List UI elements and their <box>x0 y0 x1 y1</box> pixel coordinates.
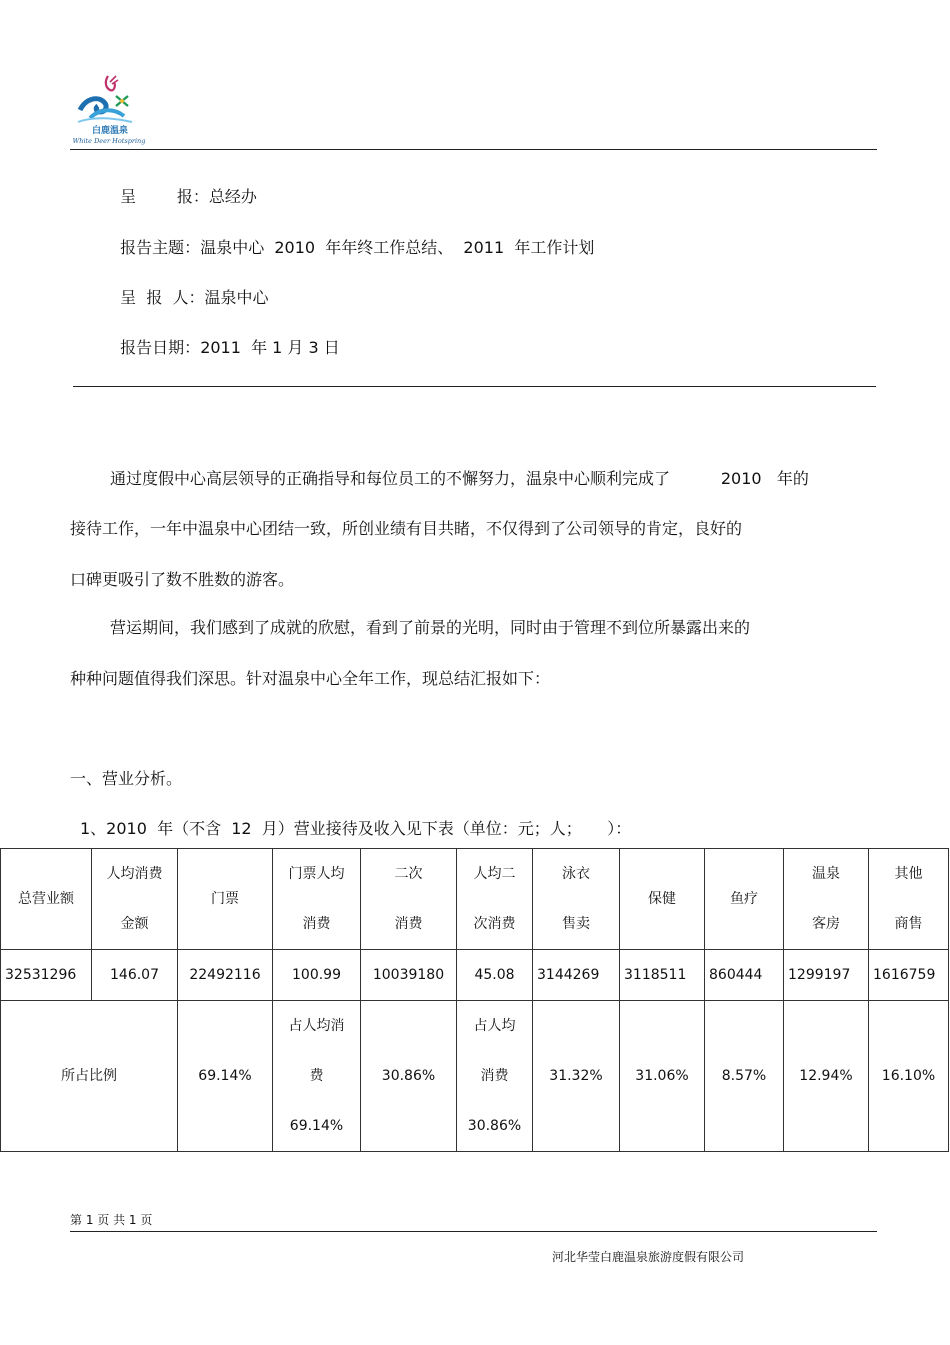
ratio-health: 31.06% <box>620 1001 705 1152</box>
ratio-swimwear: 31.32% <box>533 1001 620 1152</box>
recipient-label: 呈 报： <box>120 187 209 206</box>
header-secondary-spend: 二次 消费 <box>361 849 457 950</box>
sender-value: 温泉中心 <box>204 288 269 307</box>
value-avg-spend: 146.07 <box>92 950 178 1001</box>
header-ticket-per-person: 门票人均 消费 <box>273 849 361 950</box>
logo-name: 白鹿温泉 <box>91 126 128 136</box>
logo-deer-wave-icon <box>70 72 146 128</box>
table-ratio-row <box>1 1001 949 1152</box>
value-rooms: 1299197 <box>784 950 869 1001</box>
date-row <box>110 316 340 358</box>
value-fish-therapy: 860444 <box>705 950 784 1001</box>
header-other-sales: 其他 商售 <box>869 849 949 950</box>
header-total-revenue: 总营业额 <box>1 849 92 950</box>
recipient-row <box>110 165 257 207</box>
paragraph-2-line-2: 种种问题值得我们深思。针对温泉中心全年工作，现总结汇报如下： <box>70 669 551 688</box>
subject-value: 温泉中心 2010 年年终工作总结、 2011 年工作计划 <box>200 238 595 257</box>
subject-label: 报告主题： <box>120 238 201 257</box>
paragraph-1-line-2: 接待工作，一年中温泉中心团结一致，所创业绩有目共睹，不仅得到了公司领导的肯定，良好的 <box>70 519 743 538</box>
header-bottom-rule <box>73 386 876 387</box>
value-secondary-spend: 10039180 <box>361 950 457 1001</box>
section-heading-business-analysis: 一、营业分析。 <box>70 769 183 788</box>
header-swimwear: 泳衣 售卖 <box>533 849 620 950</box>
ratio-fish-therapy: 8.57% <box>705 1001 784 1152</box>
value-total-revenue: 32531296 <box>1 950 92 1001</box>
ratio-ticket-per-person: 占人均消 费 69.14% <box>273 1001 361 1152</box>
ratio-ticket: 69.14% <box>178 1001 273 1152</box>
table-header-row <box>1 849 949 950</box>
value-secondary-per-person: 45.08 <box>457 950 533 1001</box>
logo-english: White Deer Hotspring <box>72 137 146 145</box>
ratio-other-sales: 16.10% <box>869 1001 949 1152</box>
header-ticket: 门票 <box>178 849 273 950</box>
sender-row <box>110 266 269 308</box>
revenue-table <box>0 848 949 1152</box>
page-number: 第 1 页 共 1 页 <box>70 1213 153 1227</box>
company-name: 河北华莹白鹿温泉旅游度假有限公司 <box>552 1250 745 1264</box>
value-swimwear: 3144269 <box>533 950 620 1001</box>
recipient-value: 总经办 <box>208 187 257 206</box>
date-value: 2011 年 1 月 3 日 <box>200 338 340 357</box>
ratio-rooms: 12.94% <box>784 1001 869 1152</box>
sender-label: 呈 报 人： <box>120 288 205 307</box>
value-ticket-per-person: 100.99 <box>273 950 361 1001</box>
value-ticket: 22492116 <box>178 950 273 1001</box>
ratio-secondary: 30.86% <box>361 1001 457 1152</box>
value-health: 3118511 <box>620 950 705 1001</box>
header-rule <box>70 149 877 150</box>
subject-row <box>110 216 594 258</box>
ratio-label: 所占比例 <box>1 1001 178 1152</box>
header-rooms: 温泉 客房 <box>784 849 869 950</box>
paragraph-2-line-1: 营运期间，我们感到了成就的欣慰，看到了前景的光明，同时由于管理不到位所暴露出来的 <box>110 618 751 637</box>
date-label: 报告日期： <box>120 338 201 357</box>
value-other-sales: 1616759 <box>869 950 949 1001</box>
table-values-row <box>1 950 949 1001</box>
ratio-secondary-per-person: 占人均 消费 30.86% <box>457 1001 533 1152</box>
paragraph-1-line-1: 通过度假中心高层领导的正确指导和每位员工的不懈努力，温泉中心顺利完成了 2010 年的 <box>110 469 809 488</box>
table-caption: 1、2010 年（不含 12 月）营业接待及收入见下表（单位：元；人； ）： <box>80 819 632 838</box>
header-health: 保健 <box>620 849 705 950</box>
header-fish-therapy: 鱼疗 <box>705 849 784 950</box>
header-secondary-per-person: 人均二 次消费 <box>457 849 533 950</box>
header-avg-spend: 人均消费 金额 <box>92 849 178 950</box>
paragraph-1-line-3: 口碑更吸引了数不胜数的游客。 <box>70 570 295 589</box>
footer-rule <box>70 1231 877 1232</box>
